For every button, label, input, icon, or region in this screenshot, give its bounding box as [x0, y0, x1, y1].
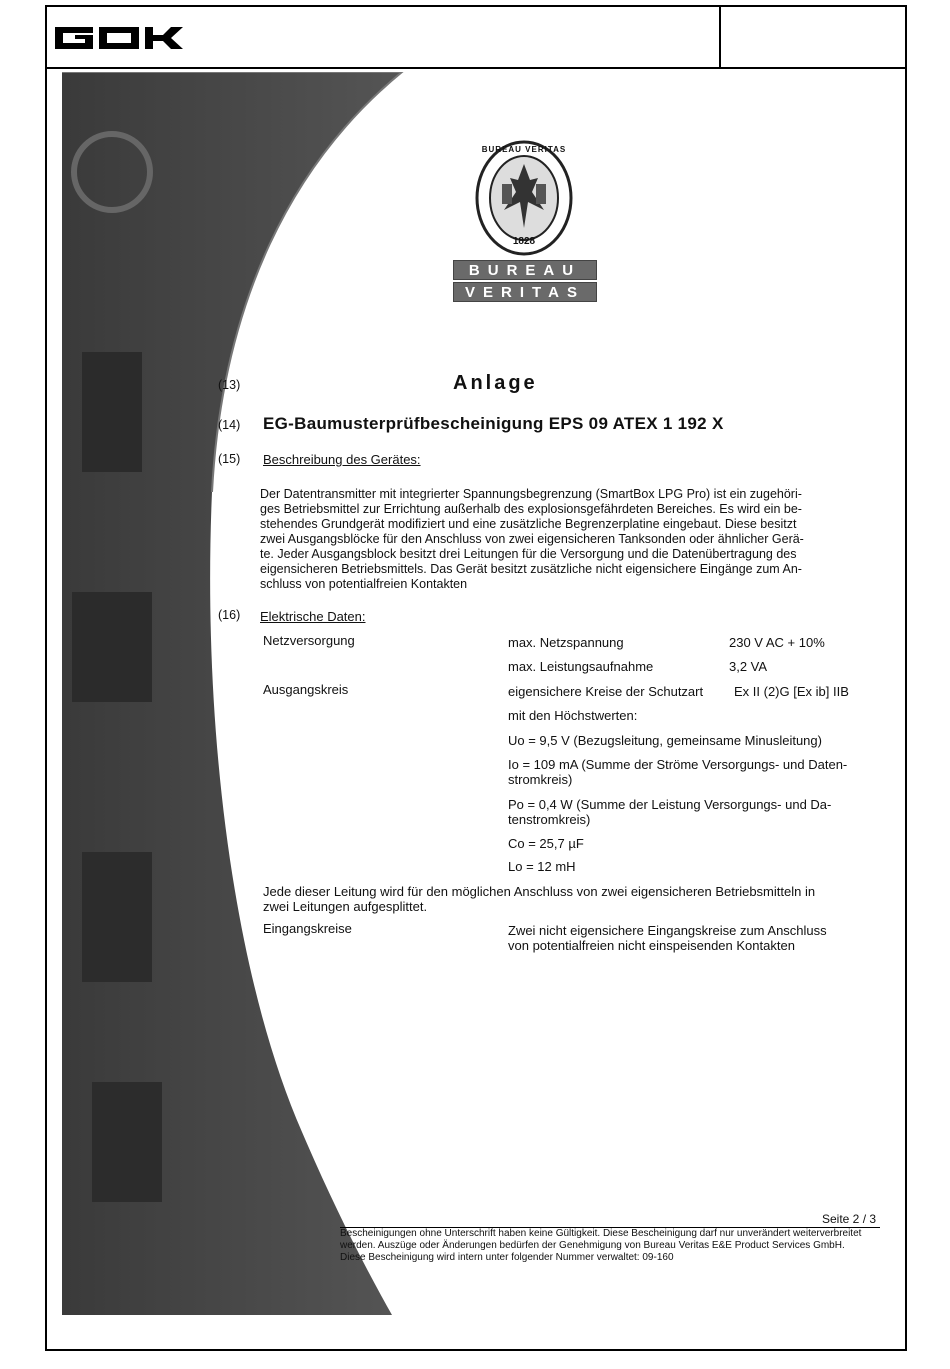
bureau-veritas-wordmark [453, 260, 597, 304]
io-value-line-2: stromkreis) [508, 772, 573, 787]
note-line-1: Jede dieser Leitung wird für den möglichen Anschluss von zwei eigensicheren Betriebsmitteln in [263, 884, 816, 899]
hoechstwerte-label: mit den Höchstwerten: [508, 708, 638, 723]
gok-logo [55, 27, 185, 49]
description-line: zwei Ausgangsblöcke für den Anschluss von zwei eigensicheren Tanksonden oder ähnlicher Gerä- [260, 532, 804, 546]
footer-line: werden. Auszüge oder Änderungen bedürfen der Genehmigung von Bureau Veritas E&E Product Services GmbH. [340, 1240, 845, 1251]
page-title: Anlage [453, 372, 538, 394]
description-line: stehendes Grundgerät modifiziert und eine zusätzliche Begrenzerplatine eingebaut. Diese besitzt [260, 517, 797, 531]
wordmark-line-1: BUREAU [453, 260, 597, 280]
description-line: ges Betriebsmittel zur Errichtung außerhalb des explosionsgefährdeten Bereiches. Es wird ein be- [260, 502, 802, 516]
uo-value: Uo = 9,5 V (Bezugsleitung, gemeinsame Minusleitung) [508, 733, 822, 748]
section-14-number: (14) [218, 418, 241, 432]
netz-value-1: 230 V AC + 10% [729, 635, 825, 650]
eingang-line-2: von potentialfreien nicht einspeisenden Kontakten [508, 938, 795, 953]
footer-line: Diese Bescheinigung wird intern unter folgender Nummer verwaltet: 09-160 [340, 1252, 674, 1263]
note-line-2: zwei Leitungen aufgesplittet. [263, 899, 428, 914]
po-value-line-2: tenstromkreis) [508, 812, 591, 827]
ausgang-value: Ex II (2)G [Ex ib] IIB [734, 684, 849, 699]
description-line: schluss von potentialfreien Kontakten [260, 577, 468, 591]
footer-disclaimer [340, 1228, 890, 1264]
eingang-label: Eingangskreise [263, 921, 352, 936]
ausgang-key: eigensichere Kreise der Schutzart [508, 684, 704, 699]
co-value: Co = 25,7 µF [508, 836, 584, 851]
eingang-line-1: Zwei nicht eigensichere Eingangskreise zum Anschluss [508, 923, 827, 938]
section-15-number: (15) [218, 452, 241, 466]
section-16-number: (16) [218, 608, 241, 622]
certificate-number: EG-Baumusterprüfbescheinigung EPS 09 ATEX 1 192 X [263, 414, 724, 433]
footer-line: Bescheinigungen ohne Unterschrift haben keine Gültigkeit. Diese Bescheinigung darf nur unverändert weiterverbreitet [340, 1228, 862, 1239]
header-divider [719, 7, 721, 67]
device-description [260, 487, 882, 592]
section-16-heading: Elektrische Daten: [260, 609, 366, 624]
netz-value-2: 3,2 VA [729, 659, 768, 674]
description-line: Der Datentransmitter mit integrierter Spannungsbegrenzung (SmartBox LPG Pro) ist ein zugehöri- [260, 487, 802, 501]
io-value-line-1: Io = 109 mA (Summe der Ströme Versorgungs- und Daten- [508, 757, 848, 772]
section-15-heading: Beschreibung des Gerätes: [263, 452, 421, 467]
netz-key-1: max. Netzspannung [508, 635, 624, 650]
seal-year: 1828 [512, 236, 536, 247]
netz-key-2: max. Leistungsaufnahme [508, 659, 654, 674]
description-line: te. Jeder Ausgangsblock besitzt drei Leitungen für die Versorgung und die Datenübertragung des [260, 547, 797, 561]
wordmark-line-2: VERITAS [453, 282, 597, 302]
seal-ring-text: BUREAU VERITAS [481, 145, 567, 154]
description-line: eigensicheren Betriebsmittels. Das Gerät besitzt zusätzliche nicht eigensichere Eingänge zum An- [260, 562, 802, 576]
po-value-line-1: Po = 0,4 W (Summe der Leistung Versorgungs- und Da- [508, 797, 832, 812]
page-number: Seite 2 / 3 [822, 1212, 877, 1226]
netz-label: Netzversorgung [263, 633, 355, 648]
lo-value: Lo = 12 mH [508, 859, 576, 874]
section-13-number: (13) [218, 378, 241, 392]
ausgang-label: Ausgangskreis [263, 682, 349, 697]
